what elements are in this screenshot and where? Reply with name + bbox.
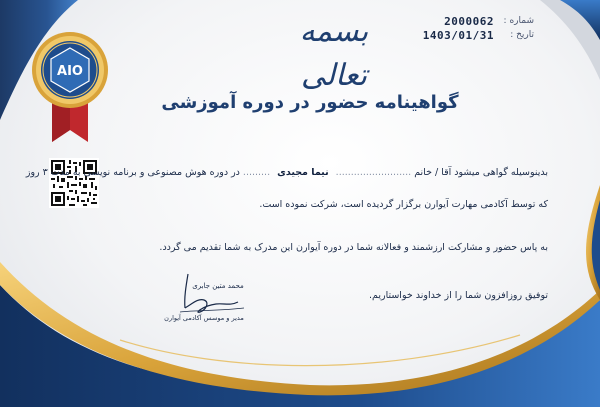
number-label: شماره : (503, 16, 534, 26)
date-row (423, 28, 534, 42)
signature-block (158, 268, 248, 322)
certificate-line-3: به پاس حضور و مشارکت ارزشمند و فعالانه شما در دوره آیوارن این مدرک به شما تقدیم می گردد. (159, 242, 548, 253)
calligraphy-text: بسمه تعالی (299, 14, 369, 93)
aio-badge (28, 26, 112, 144)
certificate-line-2: که توسط آکادمی مهارت آیوارن برگزار گردیده است، شرکت نموده است. (259, 199, 548, 210)
certificate-line-1 (26, 167, 548, 178)
dotted-leader: ......................... (335, 167, 412, 178)
number-row (423, 14, 534, 28)
signatory-name: محمد متین جابری (192, 282, 244, 290)
date-label: تاریخ : (510, 30, 534, 40)
qr-code (49, 158, 99, 208)
line1-end: در دوره هوش مصنوعی و برنامه نویسی به مدت ۳ روز (25, 167, 240, 178)
badge-text: AIO (57, 64, 83, 79)
line1-start: بدینوسیله گواهی میشود آقا / خانم (414, 167, 548, 178)
certificate-title: گواهینامه حضور در دوره آموزشی (161, 92, 459, 113)
recipient-name: نیما مجیدی (277, 167, 329, 178)
signatory-role: مدیر و موسس آکادمی آیوارن (164, 314, 244, 322)
number-value: 2000062 (444, 14, 494, 28)
header-calligraphy (286, 10, 382, 93)
meta-block (423, 14, 534, 42)
date-value: 1403/01/31 (422, 28, 494, 42)
dotted-leader-2: ......... (242, 167, 271, 178)
certificate-line-4: توفیق روزافزون شما را از خداوند خواستاریم. (369, 290, 548, 301)
